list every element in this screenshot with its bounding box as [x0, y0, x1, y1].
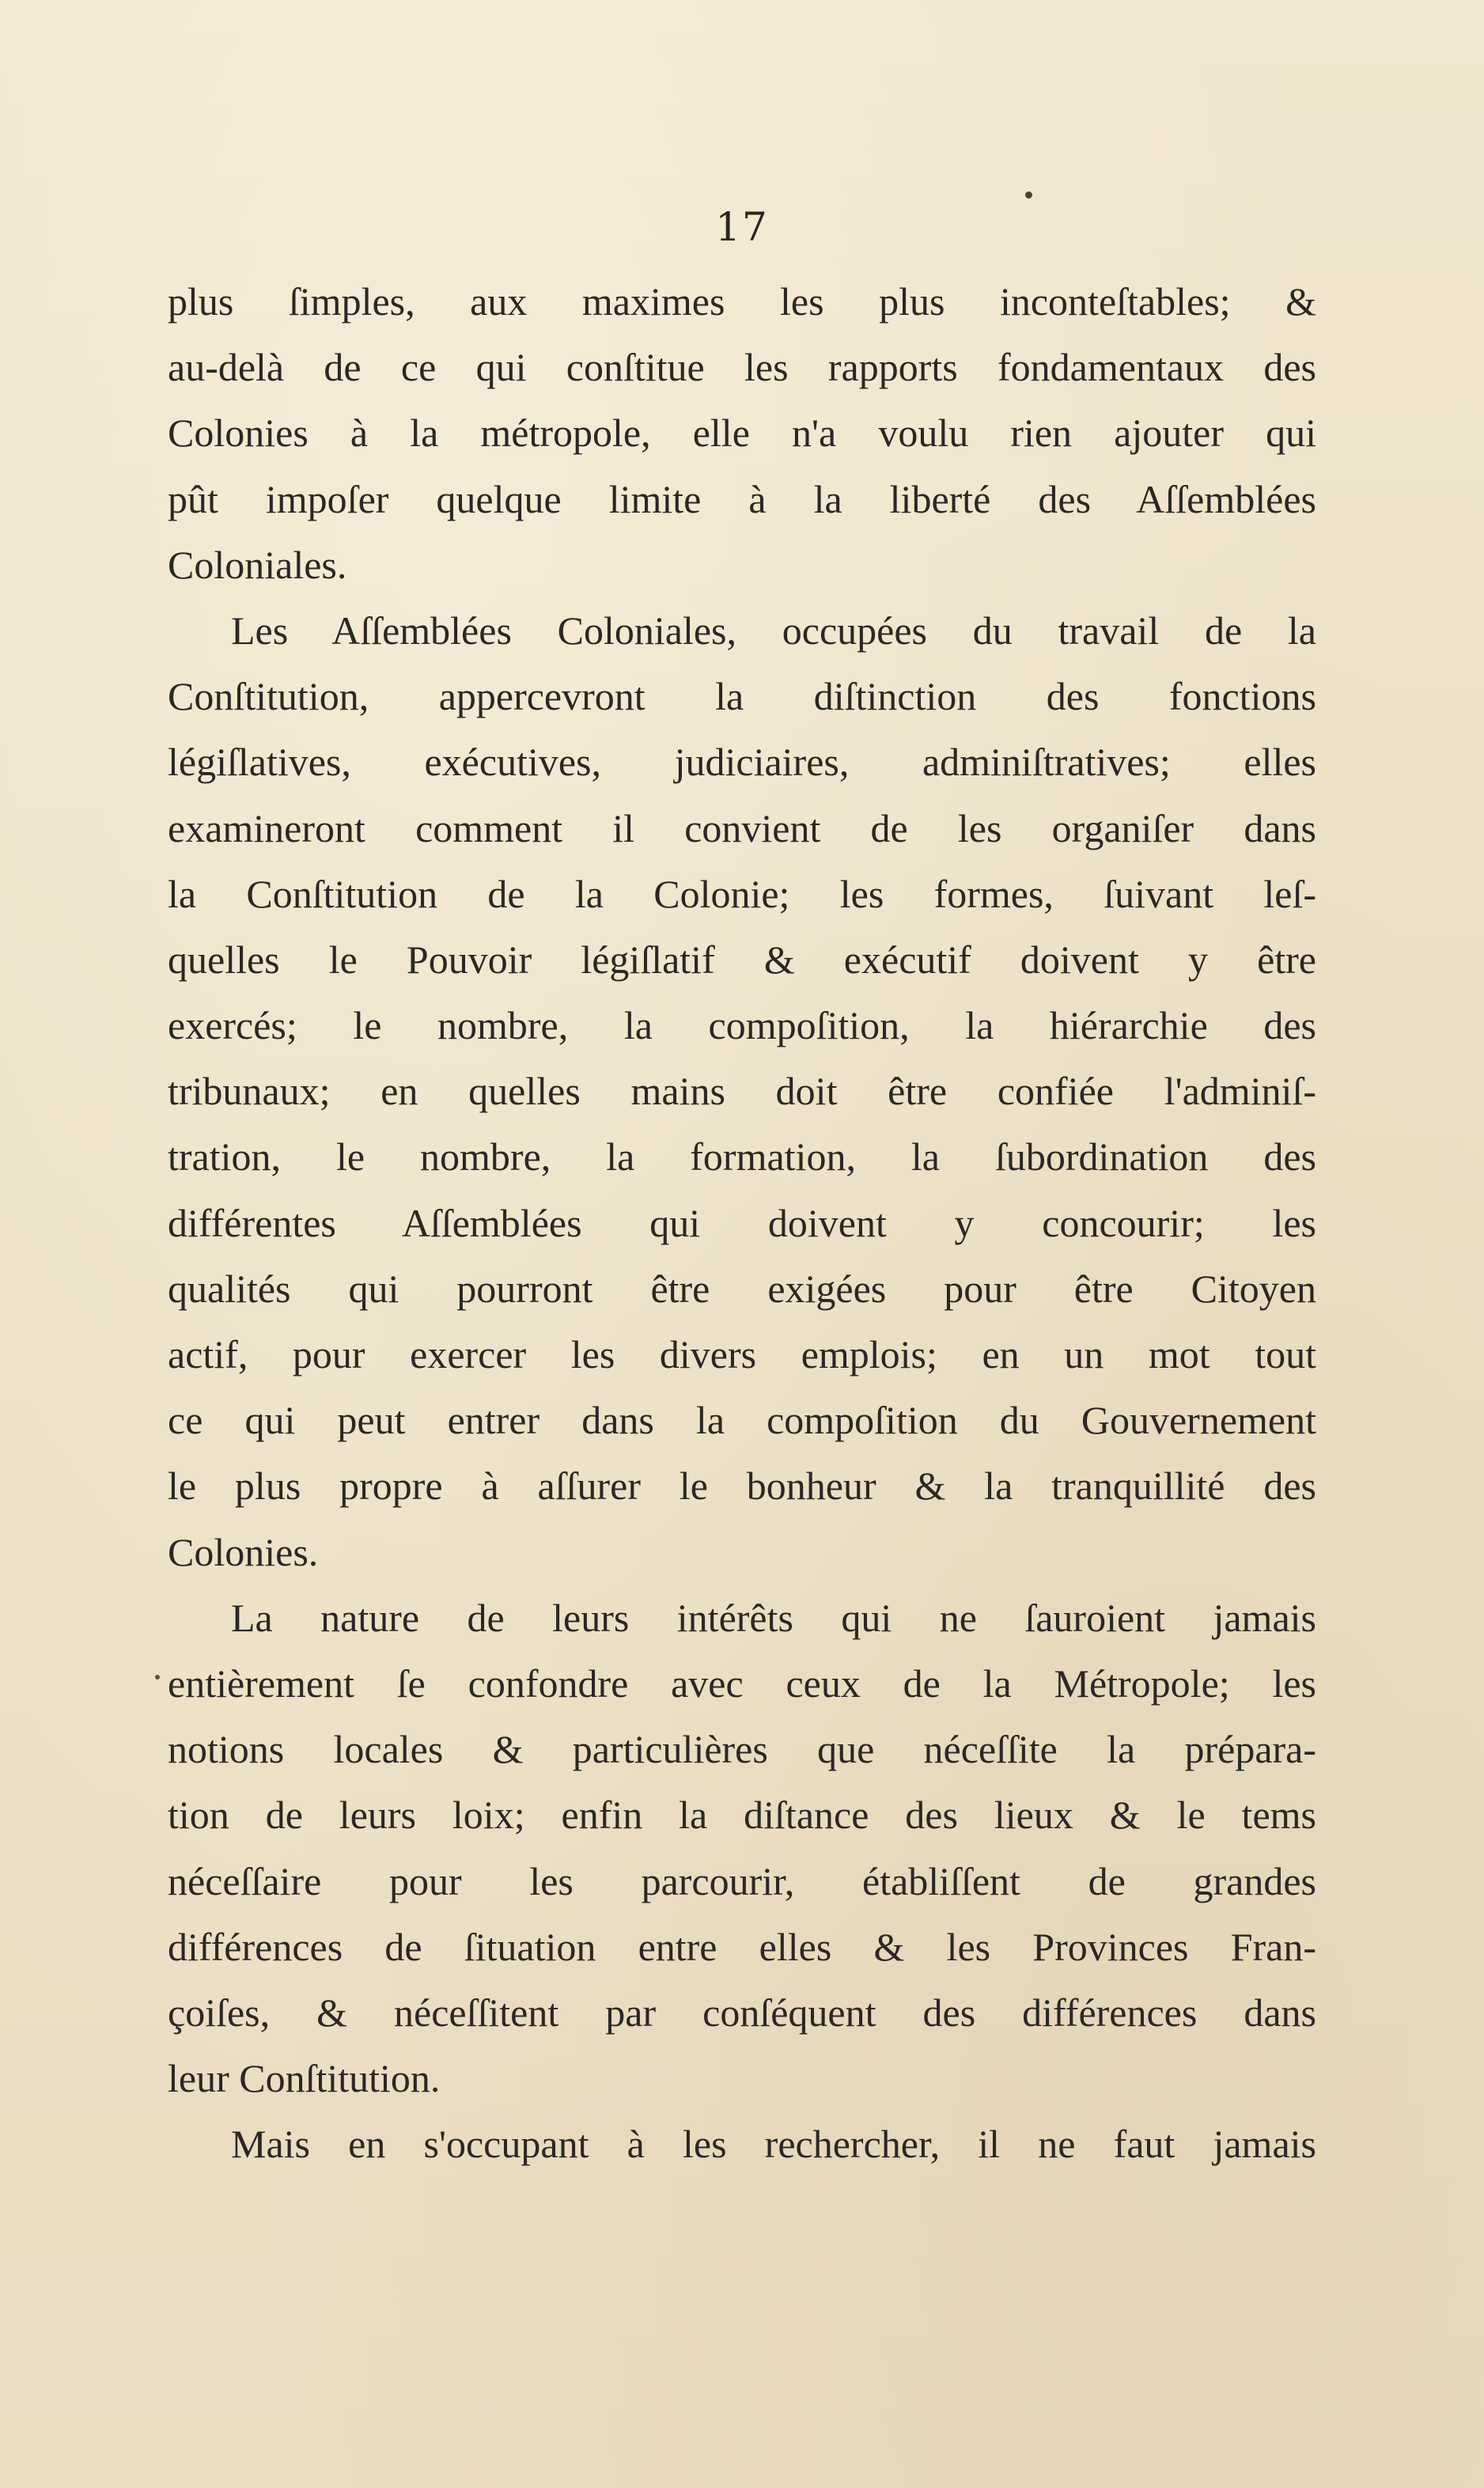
text-line: Conſtitution, appercevront la diſtinction des fonctions [168, 674, 1316, 719]
text-line: Colonies. [168, 1529, 319, 1574]
paragraph-start-line: Les Aſſemblées Coloniales, occupées du travail de la [231, 608, 1316, 653]
text-line: au-delà de ce qui conſtitue les rapports fondamentaux des [168, 345, 1316, 390]
text-line: plus ſimples, aux maximes les plus inconteſtables; & [168, 279, 1316, 324]
text-line: tion de leurs loix; enfin la diſtance des lieux & le tems [168, 1793, 1316, 1838]
margin-ink-mark [155, 1675, 160, 1679]
text-line: la Conſtitution de la Colonie; les formes, ſuivant leſ- [168, 871, 1316, 916]
text-line: tration, le nombre, la formation, la ſubordination des [168, 1134, 1316, 1180]
text-line: leur Conſtitution. [168, 2056, 441, 2101]
text-line: néceſſaire pour les parcourir, établiſſent de grandes [168, 1858, 1316, 1903]
text-line: ce qui peut entrer dans la compoſition du Gouvernement [168, 1398, 1316, 1443]
paragraph-start-line: La nature de leurs intérêts qui ne ſauroient jamais [231, 1595, 1316, 1640]
text-line: Coloniales. [168, 542, 347, 587]
text-line: différences de ſituation entre elles & les Provinces Fran- [168, 1924, 1316, 1969]
text-line: qualités qui pourront être exigées pour être Citoyen [168, 1266, 1316, 1311]
paragraph-start-line: Mais en s'occupant à les rechercher, il ne faut jamais [231, 2122, 1316, 2167]
text-line: Colonies à la métropole, elle n'a voulu rien ajouter qui [168, 411, 1316, 456]
text-line: entièrement ſe confondre avec ceux de la Métropole; les [168, 1661, 1316, 1706]
text-line: tribunaux; en quelles mains doit être confiée l'adminiſ- [168, 1069, 1316, 1114]
text-line: actif, pour exercer les divers emplois; en un mot tout [168, 1332, 1316, 1377]
text-line: légiſlatives, exécutives, judiciaires, adminiſtratives; elles [168, 740, 1316, 785]
text-line: pût impoſer quelque limite à la liberté des Aſſemblées [168, 476, 1316, 521]
ink-speck [1025, 191, 1032, 199]
text-line: différentes Aſſemblées qui doivent y concourir; les [168, 1200, 1316, 1245]
text-line: notions locales & particulières que néceſſite la prépara- [168, 1727, 1316, 1772]
text-line: quelles le Pouvoir légiſlatif & exécutif doivent y être [168, 937, 1316, 982]
text-line: le plus propre à aſſurer le bonheur & la tranquillité des [168, 1464, 1316, 1509]
text-line: examineront comment il convient de les organiſer dans [168, 805, 1316, 850]
page-number: 17 [715, 204, 769, 250]
body-text [168, 269, 1316, 2177]
text-line: çoiſes, & néceſſitent par conſéquent des différences dans [168, 1990, 1316, 2035]
text-line: exercés; le nombre, la compoſition, la hiérarchie des [168, 1003, 1316, 1048]
